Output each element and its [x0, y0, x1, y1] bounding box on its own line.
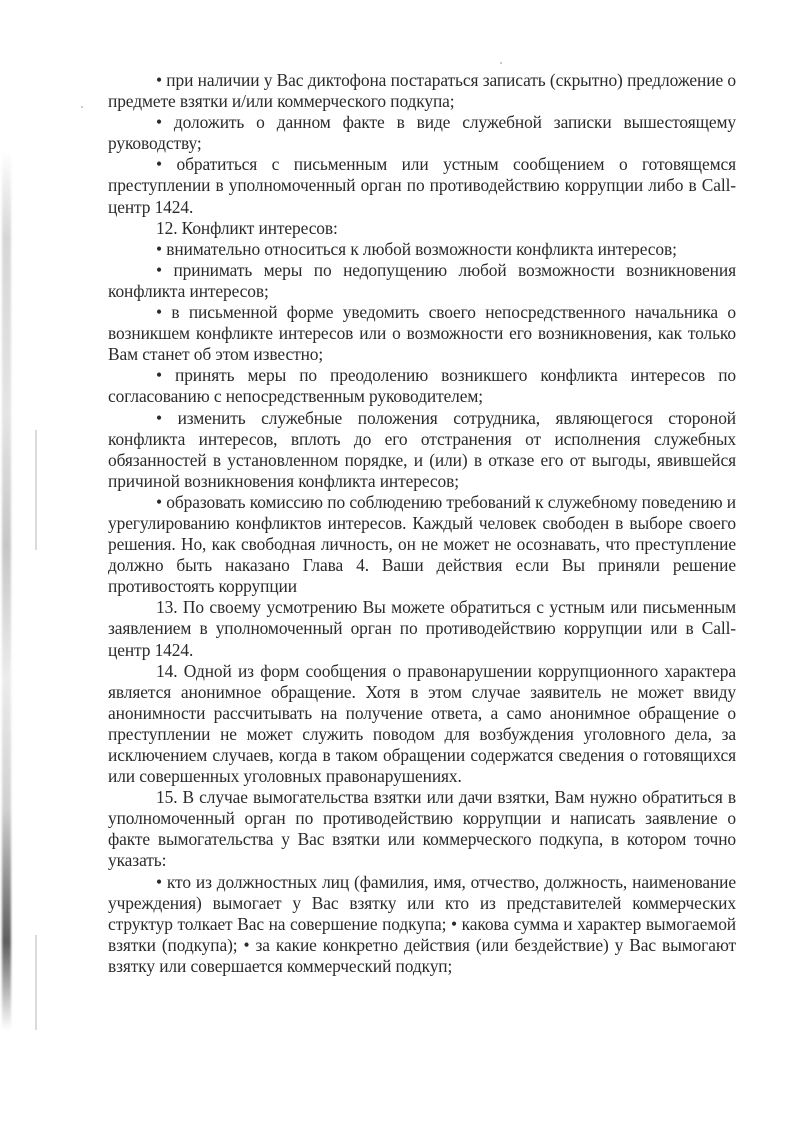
bullet-overcome-conflict: • принять меры по преодолению возникшего конфликта интересов по согласованию с непосредственным руководителем; [108, 365, 736, 407]
bullet-form-commission: • образовать комиссию по соблюдению требований к служебному поведению и урегулированию конфликтов интересов. Каждый человек свободен в выборе своего решения. Но, как свободная личность, он не может не осознавать, что преступление должно быть наказано Глава 4. Ваши действия если Вы приняли решение противостоять коррупции [108, 491, 736, 597]
scan-speck [81, 106, 83, 108]
bullet-report-management: • доложить о данном факте в виде служебной записки вышестоящему руководству; [108, 112, 736, 154]
bullet-contact-authority: • обратиться с письменным или устным сообщением о готовящемся преступлении в уполномоченный орган по противодействию коррупции либо в Call-центр 1424. [108, 154, 736, 217]
scan-artifact-line [35, 430, 37, 550]
bullet-prevent: • принимать меры по недопущению любой возможности возникновения конфликта интересов; [108, 259, 736, 301]
section-14-paragraph: 14. Одной из форм сообщения о правонарушении коррупционного характера является анонимное обращение. Хотя в этом случае заявитель не может ввиду анонимности рассчитывать на получение ответа, а само анонимное обращение о преступлении не может служить поводом для возбуждения уголовного дела, за исключением случаев, когда в таком обращении содержатся сведения о готовящихся или совершенных уголовных правонарушениях. [108, 660, 736, 787]
section-12-heading: 12. Конфликт интересов: [156, 217, 338, 238]
scan-speck [500, 62, 502, 64]
bullet-notify-supervisor: • в письменной форме уведомить своего непосредственного начальника о возникшем конфликте интересов или о возможности его возникновения, как только Вам станет об этом известно; [108, 302, 736, 365]
section-13-paragraph: 13. По своему усмотрению Вы можете обратиться с устным или письменным заявлением в уполномоченный орган по противодействию коррупции или в Call-центр 1424. [108, 597, 736, 660]
bullet-attentive: • внимательно относиться к любой возможности конфликта интересов; [156, 238, 677, 259]
scan-edge-shadow [2, 150, 11, 1030]
section-15-paragraph: 15. В случае вымогательства взятки или дачи взятки, Вам нужно обратиться в уполномоченный орган по противодействию коррупции и написать заявление о факте вымогательства у Вас взятки или коммерческого подкупа, в котором точно указать: [108, 787, 736, 871]
bullet-who-extorts: • кто из должностных лиц (фамилия, имя, отчество, должность, наименование учреждения) вымогает у Вас взятку или кто из представителей коммерческих структур толкает Вас на совершение подкупа; • какова сумма и характер вымогаемой взятки (подкупа); • за какие конкретно действия (или бездействие) у Вас вымогают взятку или совершается коммерческий подкуп; [108, 871, 736, 976]
bullet-dictaphone: • при наличии у Вас диктофона постараться записать (скрытно) предложение о предмете взятки и/или коммерческого подкупа; [108, 70, 736, 112]
document-page [108, 70, 736, 977]
scan-artifact-line [35, 935, 37, 1030]
bullet-change-position: • изменить служебные положения сотрудника, являющегося стороной конфликта интересов, вплоть до его отстранения от исполнения служебных обязанностей в установленном порядке, и (или) в отказе его от выгоды, явившейся причиной возникновения конфликта интересов; [108, 407, 736, 491]
